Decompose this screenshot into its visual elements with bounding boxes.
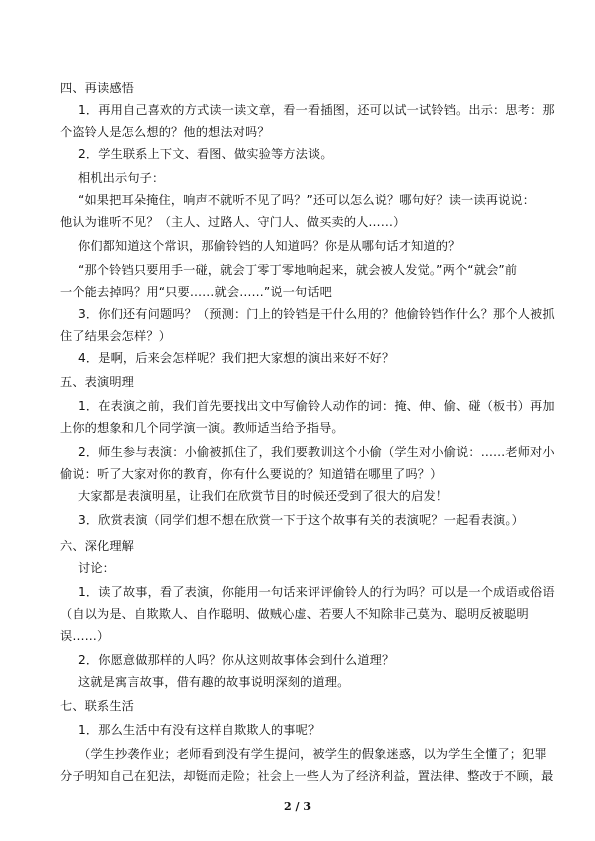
paragraph-line: 上你的想象和几个同学演一演。教师适当给予指导。 bbox=[60, 421, 344, 435]
paragraph-line: 误……） bbox=[60, 629, 110, 643]
paragraph-line: 4．是啊，后来会怎样呢？我们把大家想的演出来好不好？ bbox=[78, 351, 395, 365]
paragraph-line: 他认为谁听不见？（主人、过路人、守门人、做买卖的人……） bbox=[60, 215, 406, 229]
paragraph-line: 你们都知道这个常识，那偷铃铛的人知道吗？你是从哪句话才知道的？ bbox=[78, 239, 461, 253]
paragraph-line: “那个铃铛只要用手一碰，就会丁零丁零地响起来，就会被人发觉。”两个“就会”前 bbox=[78, 263, 518, 277]
paragraph-line: 分子明知自己在犯法，却铤而走险；社会上一些人为了经济利益，置法律、整改于不顾，最 bbox=[60, 769, 554, 783]
paragraph-line: 1．在表演之前，我们首先要找出文中写偷铃人动作的词：掩、伸、偷、碰（板书）再加 bbox=[78, 399, 555, 413]
page-number: 2 / 3 bbox=[284, 800, 311, 813]
paragraph-line: 2．学生联系上下文、看图、做实验等方法谈。 bbox=[78, 147, 333, 161]
paragraph-line: 大家都是表演明星，让我们在欣赏节目的时候还受到了很大的启发！ bbox=[78, 489, 449, 503]
paragraph-line: 一个能去掉吗？用“只要……就会……”说一句话吧 bbox=[60, 285, 333, 299]
section-heading-7: 七、联系生活 bbox=[60, 699, 135, 713]
paragraph-line: 1．读了故事，看了表演，你能用一句话来评评偷铃人的行为吗？可以是一个成语或俗语 bbox=[78, 585, 555, 599]
paragraph-line: 住了结果会怎样？） bbox=[60, 329, 172, 343]
paragraph-line: 个盗铃人是怎么想的？他的想法对吗？ bbox=[60, 125, 270, 139]
paragraph-line: 1．那么生活中有没有这样自欺欺人的事呢？ bbox=[78, 723, 321, 737]
paragraph-line: 偷说：听了大家对你的教育，你有什么要说的？知道错在哪里了吗？） bbox=[60, 467, 443, 481]
paragraph-line: 2．师生参与表演：小偷被抓住了，我们要教训这个小偷（学生对小偷说：……老师对小 bbox=[78, 445, 555, 459]
section-heading-5: 五、表演明理 bbox=[60, 375, 135, 389]
section-heading-4: 四、再读感悟 bbox=[60, 81, 135, 95]
section-heading-6: 六、深化理解 bbox=[60, 539, 135, 553]
paragraph-line: （学生抄袭作业；老师看到没有学生提问，被学生的假象迷惑，以为学生全懂了；犯罪 bbox=[78, 747, 547, 761]
paragraph-line: 3．欣赏表演（同学们想不想在欣赏一下于这个故事有关的表演呢？一起看表演。） bbox=[78, 513, 524, 527]
paragraph-line: 这就是寓言故事，借有趣的故事说明深刻的道理。 bbox=[78, 675, 350, 689]
paragraph-line: （自以为是、自欺欺人、自作聪明、做贼心虚、若要人不知除非己莫为、聪明反被聪明 bbox=[60, 607, 529, 621]
paragraph-line: 相机出示句子： bbox=[78, 171, 165, 185]
paragraph-line: 讨论： bbox=[78, 561, 116, 575]
paragraph-line: 2．你愿意做那样的人吗？你从这则故事体会到什么道理？ bbox=[78, 653, 395, 667]
paragraph-line: 3．你们还有问题吗？（预测：门上的铃铛是干什么用的？他偷铃铛作什么？那个人被抓 bbox=[78, 307, 555, 321]
paragraph-line: “如果把耳朵掩住，响声不就听不见了吗？”还可以怎么说？哪句好？读一读再说说： bbox=[78, 193, 536, 207]
paragraph-line: 1．再用自己喜欢的方式读一读文章，看一看插图，还可以试一试铃铛。出示：思考：那 bbox=[78, 103, 555, 117]
